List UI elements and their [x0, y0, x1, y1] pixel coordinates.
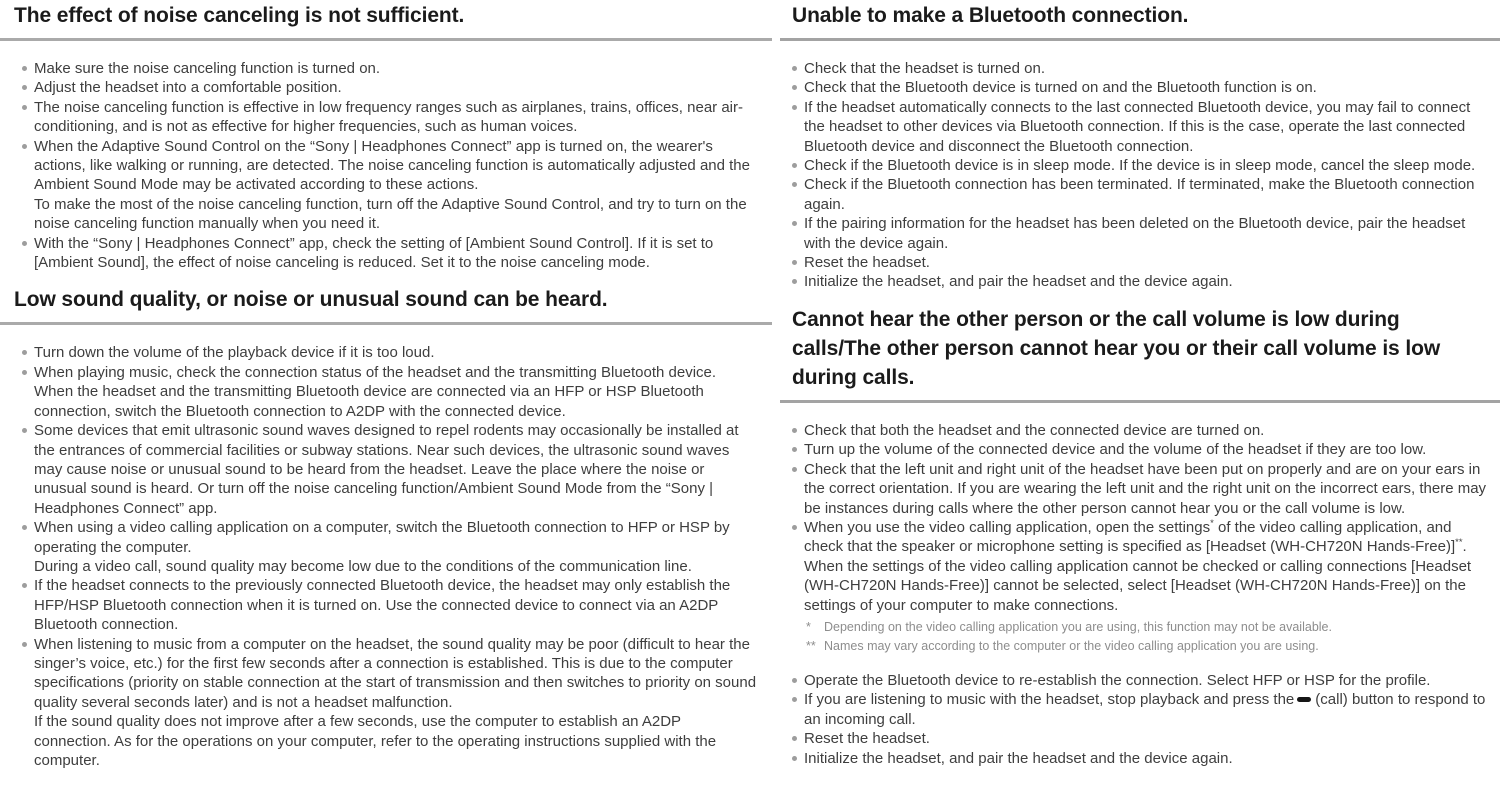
footnotes: [804, 618, 1490, 657]
bullet-icon: [792, 279, 797, 284]
bullet-icon: [792, 163, 797, 168]
bullet-item: [792, 518, 1490, 657]
bullet-item: [22, 518, 758, 576]
bullet-text: When the Adaptive Sound Control on the “Sony | Headphones Connect” app is turned on, the wearer's actions, like walking or running, are detected. The noise canceling function is automatically adjusted and the Ambient Sound Mode may be activated according to these actions.: [34, 137, 750, 194]
footnote: [804, 618, 1490, 638]
bullet-icon: [792, 66, 797, 71]
bullet-item: [792, 175, 1490, 214]
bullet-item: [792, 78, 1490, 97]
section-title: Unable to make a Bluetooth connection.: [792, 4, 1189, 27]
section-divider: [0, 322, 772, 325]
bullet-item: [792, 729, 1490, 748]
bullet-text: If the headset automatically connects to the last connected Bluetooth device, you may fail to connect the headset to other devices via Bluetooth connection. If this is the case, operate the last connected Bluetooth device and disconnect the Bluetooth connection.: [804, 98, 1471, 155]
bullet-item: [792, 440, 1490, 459]
bullet-text: Some devices that emit ultrasonic sound waves designed to repel rodents may occasionally be installed at the entrances of commercial facilities or subway stations. Near such devices, the ultrasonic sound waves may cause noise or unusual sound to be heard from the headset. Leave the place where the noise or unusual sound is heard. Or turn off the noise canceling function/Ambient Sound Mode from the “Sony | Headphones Connect” app.: [34, 422, 739, 517]
section: [780, 304, 1500, 768]
bullet-item: [792, 460, 1490, 518]
bullet-item: [22, 137, 758, 234]
bullet-item: [792, 59, 1490, 78]
bullet-list: [0, 59, 772, 272]
bullet-icon: [22, 144, 27, 149]
bullet-text: Check that the left unit and right unit of the headset have been put on properly and are on your ears in the correct orientation. If you are wearing the left unit and the right unit on the incorrect ears, there may be instances during calls where the other person cannot hear you or the call volume is low.: [804, 460, 1487, 517]
bullet-text: When playing music, check the connection status of the headset and the transmitting Bluetooth device. When the headset and the transmitting Bluetooth device are connected via an HFP or HSP Bluetooth connection, switch the Bluetooth connection to A2DP with the connected device.: [34, 363, 717, 420]
bullet-item: [22, 59, 758, 78]
bullet-icon: [792, 105, 797, 110]
bullet-text: If the headset connects to the previously connected Bluetooth device, the headset may only establish the HFP/HSP Bluetooth connection when it is turned on. Use the connected device to connect via an A2DP Bluetooth connection.: [34, 577, 731, 634]
bullet-icon: [22, 370, 27, 375]
bullet-item: [22, 421, 758, 518]
footnote-text: Depending on the video calling application you are using, this function may not be available.: [824, 619, 1332, 634]
bullet-item: [22, 363, 758, 421]
section: [0, 0, 772, 272]
section-divider: [780, 400, 1500, 403]
bullet-icon: [792, 678, 797, 683]
bullet-text: If the sound quality does not improve after a few seconds, use the computer to establish an A2DP connection. As for the operations on your computer, refer to the operating instructions supplied with the computer.: [34, 713, 717, 769]
bullet-text: If the pairing information for the headset has been deleted on the Bluetooth device, pair the headset with the device again.: [804, 215, 1466, 252]
bullet-item: [792, 253, 1490, 272]
bullet-text: Check if the Bluetooth connection has been terminated. If terminated, make the Bluetooth connection again.: [804, 176, 1475, 213]
bullet-icon: [792, 697, 797, 702]
bullet-icon: [792, 221, 797, 226]
bullet-item: [792, 749, 1490, 768]
bullet-text: Initialize the headset, and pair the headset and the device again.: [804, 749, 1233, 767]
bullet-text: Check if the Bluetooth device is in sleep mode. If the device is in sleep mode, cancel the sleep mode.: [804, 157, 1476, 175]
bullet-text: Check that the headset is turned on.: [804, 60, 1045, 77]
bullet-icon: [22, 642, 27, 647]
bullet-item: [792, 98, 1490, 156]
bullet-item: [22, 78, 758, 97]
section-title: The effect of noise canceling is not sufficient.: [14, 4, 465, 27]
bullet-icon: [22, 428, 27, 433]
bullet-text: Adjust the headset into a comfortable position.: [34, 79, 342, 97]
bullet-text: During a video call, sound quality may become low due to the conditions of the communication line.: [34, 557, 692, 575]
section-divider: [780, 38, 1500, 41]
bullet-icon: [792, 260, 797, 265]
bullet-item: [22, 576, 758, 634]
bullet-text: Make sure the noise canceling function is turned on.: [34, 60, 381, 77]
bullet-text: When you use the video calling application, open the settings* of the video calling application, and check that the speaker or microphone setting is specified as [Headset (WH-CH720N Hands-Free)]**. When the settings of the video calling application cannot be checked or calling connections [Headset (WH-CH720N Hands-Free)] cannot be selected, select [Headset (WH-CH720N Hands-Free)] on the settings of your computer to make connections.: [804, 517, 1472, 614]
bullet-icon: [792, 182, 797, 187]
bullet-icon: [792, 428, 797, 433]
bullet-text: Turn down the volume of the playback device if it is too loud.: [34, 344, 435, 362]
call-button-icon: [1297, 697, 1311, 702]
bullet-list: [780, 421, 1500, 768]
bullet-text: Check that both the headset and the connected device are turned on.: [804, 421, 1265, 439]
footnote-marker: **: [806, 639, 816, 654]
bullet-icon: [22, 583, 27, 588]
bullet-text: Initialize the headset, and pair the headset and the device again.: [804, 273, 1233, 291]
footnote-marker: **: [1455, 537, 1463, 549]
bullet-icon: [22, 105, 27, 110]
bullet-icon: [22, 66, 27, 71]
bullet-icon: [792, 85, 797, 90]
bullet-item: [792, 671, 1490, 690]
bullet-text: Operate the Bluetooth device to re-establish the connection. Select HFP or HSP for the profile.: [804, 671, 1431, 689]
bullet-icon: [792, 467, 797, 472]
bullet-text: To make the most of the noise canceling function, turn off the Adaptive Sound Control, and try to turn on the noise canceling function manually when you need it.: [34, 195, 747, 233]
footnote-text: Names may vary according to the computer or the video calling application you are using.: [824, 639, 1319, 654]
bullet-item: [792, 214, 1490, 253]
bullet-list: [0, 343, 772, 770]
bullet-text: Reset the headset.: [804, 730, 930, 748]
bullet-item: [792, 156, 1490, 175]
bullet-text: Reset the headset.: [804, 254, 930, 272]
bullet-icon: [792, 736, 797, 741]
bullet-item: [22, 98, 758, 137]
bullet-text: If you are listening to music with the headset, stop playback and press the (call) button to respond to an incoming call.: [804, 691, 1486, 728]
section: [0, 284, 772, 770]
bullet-text: Check that the Bluetooth device is turned on and the Bluetooth function is on.: [804, 79, 1317, 97]
section-divider: [0, 38, 772, 41]
bullet-item: [22, 234, 758, 273]
bullet-item: [22, 635, 758, 771]
bullet-text: The noise canceling function is effective in low frequency ranges such as airplanes, trains, offices, near air-conditioning, and is not as effective for higher frequencies, such as human voices.: [34, 98, 743, 136]
bullet-text: Turn up the volume of the connected device and the volume of the headset if they are too low.: [804, 441, 1427, 459]
bullet-icon: [22, 525, 27, 530]
bullet-item: [792, 272, 1490, 291]
footnote-marker: *: [806, 619, 811, 634]
section: [780, 0, 1500, 292]
bullet-icon: [22, 241, 27, 246]
right-column: [780, 0, 1500, 787]
bullet-text: When using a video calling application on a computer, switch the Bluetooth connection to HFP or HSP by operating the computer.: [34, 519, 730, 556]
bullet-item: [792, 421, 1490, 440]
footnote: [804, 637, 1490, 657]
footnote-marker: *: [1210, 517, 1214, 529]
bullet-icon: [22, 350, 27, 355]
bullet-item: [22, 343, 758, 362]
section-title: Cannot hear the other person or the call volume is low during calls/The other person cannot hear you or their call volume is low during calls.: [792, 307, 1441, 389]
bullet-text: When listening to music from a computer on the headset, the sound quality may be poor (difficult to hear the singer’s voice, etc.) for the first few seconds after a connection is established. This is due to the computer specifications (priority on stable connection at the start of transmission and then switches to priority on sound quality several seconds later) and is not a headset malfunction.: [34, 635, 757, 711]
bullet-text: With the “Sony | Headphones Connect” app, check the setting of [Ambient Sound Control]. If it is set to [Ambient Sound], the effect of noise canceling is reduced. Set it to the noise canceling mode.: [34, 234, 714, 272]
section-title: Low sound quality, or noise or unusual sound can be heard.: [14, 288, 608, 312]
bullet-icon: [792, 447, 797, 452]
bullet-icon: [792, 525, 797, 530]
bullet-list: [780, 59, 1500, 292]
bullet-icon: [792, 756, 797, 761]
bullet-icon: [22, 85, 27, 90]
bullet-item: [792, 690, 1490, 729]
